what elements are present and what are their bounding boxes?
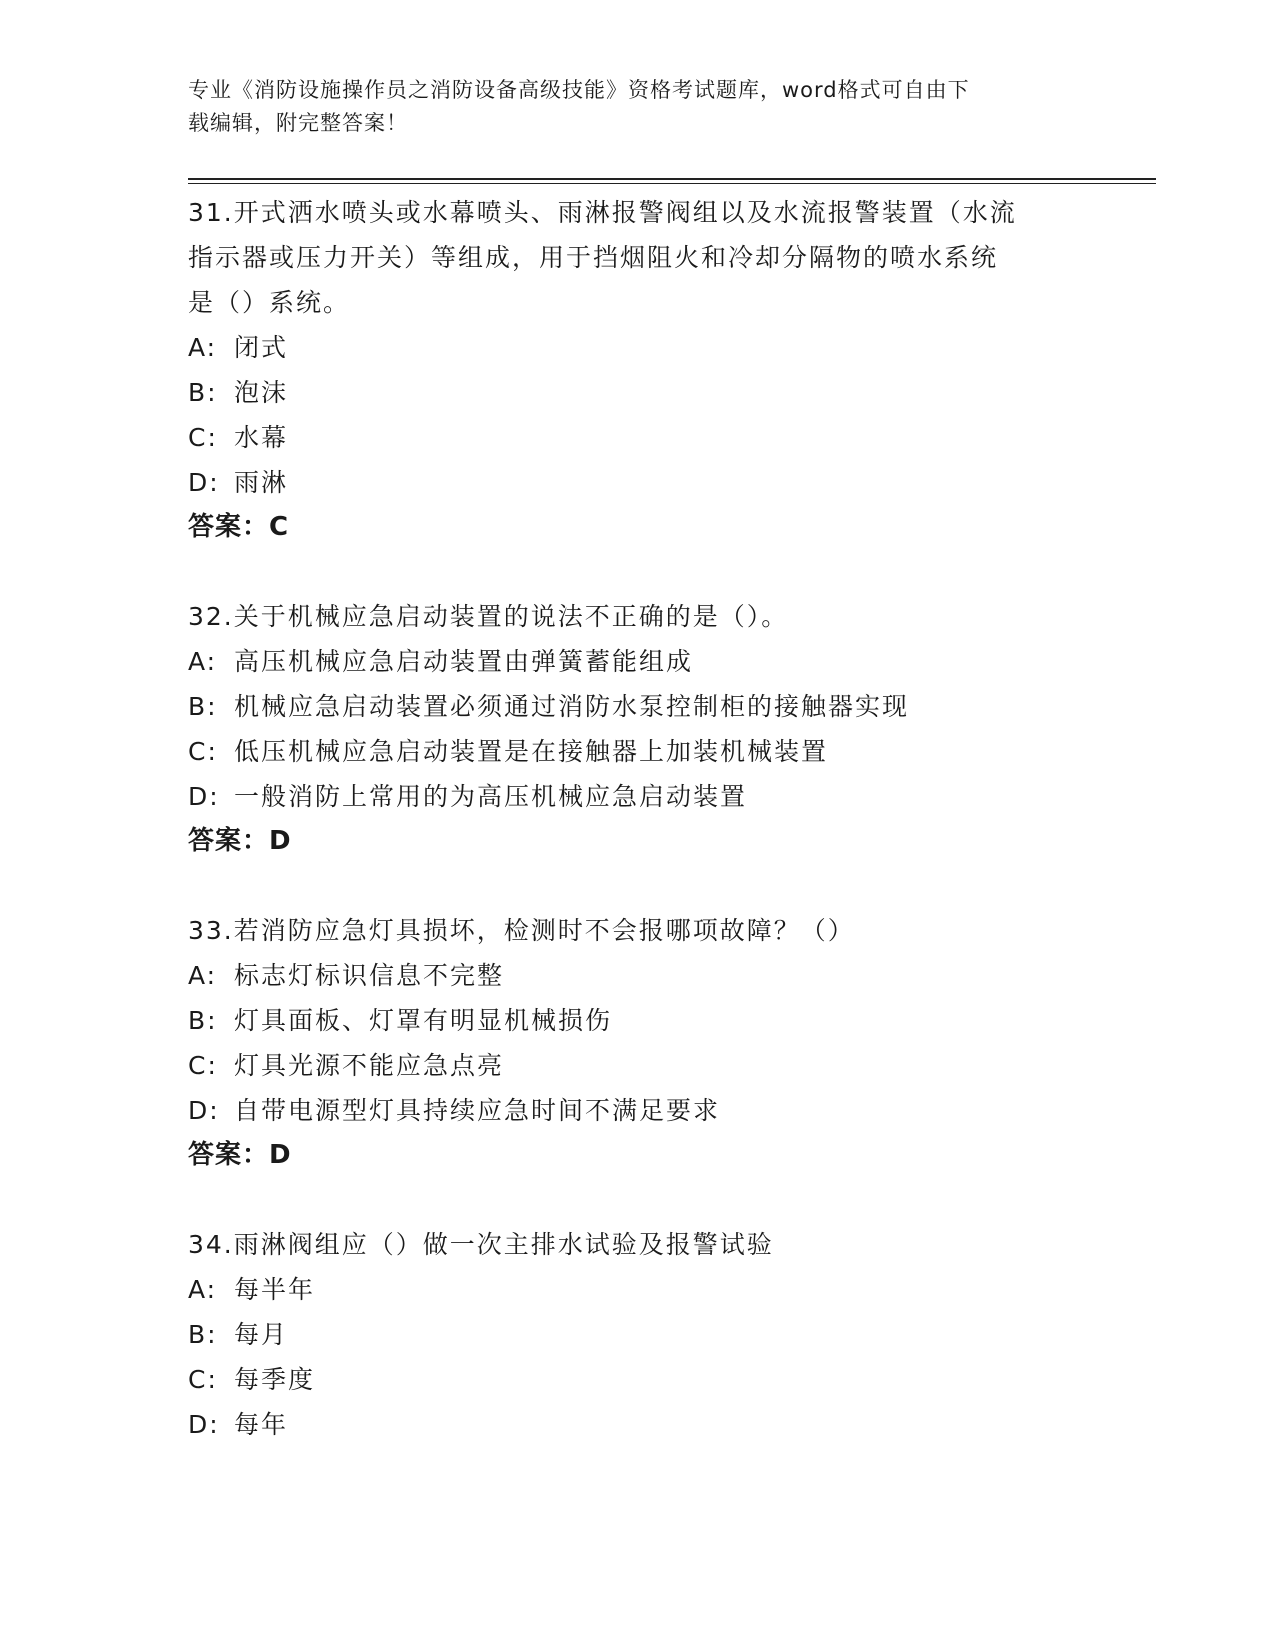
option-d bbox=[188, 1088, 1088, 1133]
option-text: 每半年 bbox=[234, 1275, 316, 1304]
option-b bbox=[188, 998, 1088, 1043]
question-stem bbox=[188, 190, 1088, 325]
option-letter: D: bbox=[188, 782, 220, 811]
option-a bbox=[188, 953, 1088, 998]
option-letter: C: bbox=[188, 1365, 218, 1394]
header-divider-thin bbox=[188, 183, 1156, 184]
option-text: 每季度 bbox=[234, 1365, 316, 1394]
option-letter: C: bbox=[188, 423, 218, 452]
question-stem-line: 指示器或压力开关）等组成，用于挡烟阻火和冷却分隔物的喷水系统 bbox=[188, 243, 999, 272]
option-letter: A: bbox=[188, 333, 218, 362]
option-text: 机械应急启动装置必须通过消防水泵控制柜的接触器实现 bbox=[234, 692, 910, 721]
question-31 bbox=[188, 190, 1088, 550]
option-c bbox=[188, 729, 1088, 774]
option-b bbox=[188, 370, 1088, 415]
option-text: 灯具面板、灯罩有明显机械损伤 bbox=[234, 1006, 613, 1035]
option-c bbox=[188, 1043, 1088, 1088]
question-33 bbox=[188, 908, 1088, 1178]
option-letter: A: bbox=[188, 1275, 218, 1304]
option-c bbox=[188, 1357, 1088, 1402]
question-stem bbox=[188, 1222, 1088, 1267]
option-text: 泡沫 bbox=[234, 378, 289, 407]
option-letter: B: bbox=[188, 378, 218, 407]
question-stem-line: 33.若消防应急灯具损坏，检测时不会报哪项故障？（） bbox=[188, 916, 855, 945]
question-stem-line: 34.雨淋阀组应（）做一次主排水试验及报警试验 bbox=[188, 1230, 774, 1259]
option-text: 每月 bbox=[234, 1320, 289, 1349]
option-d bbox=[188, 1402, 1088, 1447]
question-stem-line: 是（）系统。 bbox=[188, 288, 351, 317]
option-text: 灯具光源不能应急点亮 bbox=[234, 1051, 505, 1080]
option-letter: B: bbox=[188, 692, 218, 721]
question-list bbox=[188, 190, 1088, 1491]
option-b bbox=[188, 684, 1088, 729]
option-letter: B: bbox=[188, 1006, 218, 1035]
option-letter: D: bbox=[188, 1096, 220, 1125]
answer-line: 答案：D bbox=[188, 1140, 292, 1170]
option-text: 水幕 bbox=[234, 423, 289, 452]
option-text: 每年 bbox=[234, 1410, 289, 1439]
option-d bbox=[188, 774, 1088, 819]
question-stem bbox=[188, 908, 1088, 953]
option-letter: D: bbox=[188, 1410, 220, 1439]
header-line-1: 专业《消防设施操作员之消防设备高级技能》资格考试题库，word格式可自由下 bbox=[188, 78, 970, 102]
option-a bbox=[188, 639, 1088, 684]
answer-line: 答案：C bbox=[188, 512, 290, 542]
option-b bbox=[188, 1312, 1088, 1357]
header-divider-thick bbox=[188, 178, 1156, 180]
option-letter: A: bbox=[188, 961, 218, 990]
option-a bbox=[188, 325, 1088, 370]
question-stem bbox=[188, 594, 1088, 639]
question-stem-line: 31.开式洒水喷头或水幕喷头、雨淋报警阀组以及水流报警装置（水流 bbox=[188, 198, 1017, 227]
question-stem-line: 32.关于机械应急启动装置的说法不正确的是（）。 bbox=[188, 602, 789, 631]
option-letter: C: bbox=[188, 1051, 218, 1080]
option-letter: C: bbox=[188, 737, 218, 766]
option-text: 标志灯标识信息不完整 bbox=[234, 961, 505, 990]
option-text: 低压机械应急启动装置是在接触器上加装机械装置 bbox=[234, 737, 829, 766]
option-letter: B: bbox=[188, 1320, 218, 1349]
option-text: 自带电源型灯具持续应急时间不满足要求 bbox=[234, 1096, 721, 1125]
option-text: 闭式 bbox=[234, 333, 289, 362]
option-letter: A: bbox=[188, 647, 218, 676]
option-text: 高压机械应急启动装置由弹簧蓄能组成 bbox=[234, 647, 694, 676]
option-text: 雨淋 bbox=[234, 468, 289, 497]
option-text: 一般消防上常用的为高压机械应急启动装置 bbox=[234, 782, 748, 811]
question-32 bbox=[188, 594, 1088, 864]
document-header bbox=[188, 74, 1068, 140]
header-line-2: 载编辑，附完整答案！ bbox=[188, 111, 408, 135]
answer-line: 答案：D bbox=[188, 826, 292, 856]
option-d bbox=[188, 460, 1088, 505]
option-a bbox=[188, 1267, 1088, 1312]
question-34 bbox=[188, 1222, 1088, 1447]
option-c bbox=[188, 415, 1088, 460]
option-letter: D: bbox=[188, 468, 220, 497]
